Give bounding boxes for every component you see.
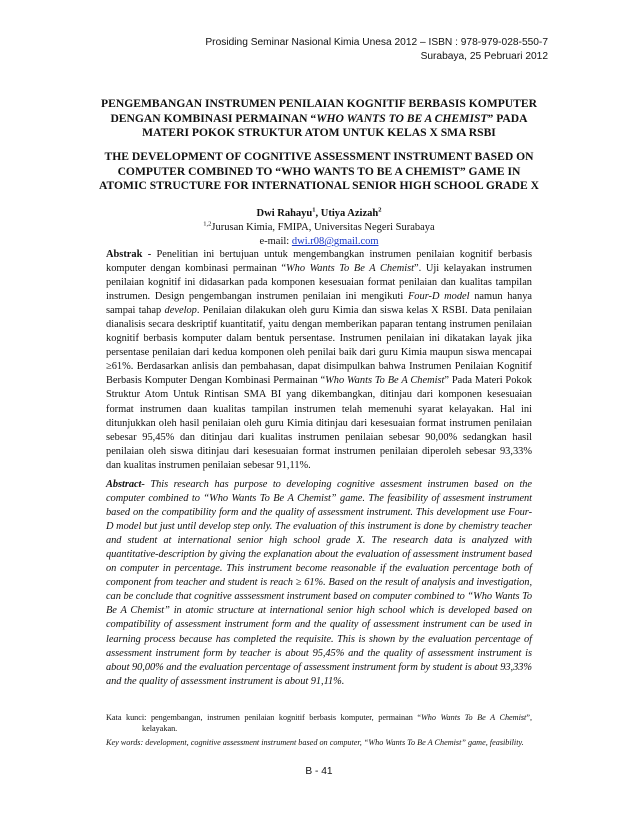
keywords-id-paragraph (106, 712, 532, 735)
email-line (80, 235, 558, 249)
title-id-line2: DENGAN KOMBINASI PERMAINAN “WHO WANTS TO BE A CHEMIST” PADA (110, 111, 528, 125)
abstract-english (106, 478, 532, 689)
page-number: B - 41 (305, 766, 333, 777)
abstract-id-text-2: ”. Uji kelayakan instrumen penilaian kognitif ini didasarkan pada komponen kesesuaian format penilaian dan kualitas tampilan instrumen. Design pengembangan instrumen penilaian ini mengikuti (106, 263, 532, 303)
keywords-english (106, 737, 532, 748)
title-id-line1: PENGEMBANGAN INSTRUMEN PENILAIAN KOGNITIF BERBASIS KOMPUTER (101, 97, 537, 110)
title-en-line3: ATOMIC STRUCTURE FOR INTERNATIONAL SENIOR HIGH SCHOOL GRADE X (99, 179, 539, 193)
abstract-id-model: Four-D model (407, 291, 470, 303)
keywords-en-paragraph (106, 737, 532, 748)
abstract-id-text-1: Penelitian ini bertujuan untuk mengembangkan instrumen penilaian kognitif berbasis komputer dengan kombinasi permainan “ (106, 249, 532, 275)
abstract-id-text-5: ” Pada Materi Pokok Struktur Atom Untuk Rintisan SMA BI yang dikembangkan, ditinjau dari komponen kesesuaian format instrumen daan kualitas tampilan instrumen telah memenuhi syarat kelayakan. Hal ini ditunjukkan oleh hasil penilaian oleh guru Kimia ditinjau dari kesesuaian format instrumen penilaian sebesar 95,45% dan ditinjau dari kualitas instrumen penilaian sebesar 90,00% sedangkan hasil penilaian oleh siswa ditinjau dari kesesuaian format instrumen penilaian diperoleh sebesar 93,33% dan kualitas instrumen penilaian sebesar 91,11%. (106, 375, 532, 471)
abstract-id-game-title: Who Wants To Be A Chemist (285, 263, 415, 275)
affiliation-sup: 1,2 (203, 220, 212, 228)
abstract-en-heading: Abstract- (106, 479, 151, 490)
author-1-sup: 1 (312, 206, 316, 214)
keywords-id-text-2: ”, kelayakan. (142, 713, 533, 734)
abstract-id-text-4: . Penilaian dilakukan oleh guru Kimia dan siswa kelas X RSBI. Data penilaian dianalisis secara deskriptif kuantitatif, yaitu dengan memberikan paparan tentang instrumen penilaian kognitif berbasis komputer dalam bentuk persentase. Instrumen penilaian ini dikatakan layak jika persentase penilaian dari kedua komponen oleh penilai baik dari guru Kimia maupun siswa mencapai ≥61%. Berdasarkan anlisis dan pembahasan, dapat disimpulkan bahwa Instrumen Penilaian Kognitif Berbasis Komputer Dengan Kombinasi Permainan “ (106, 305, 532, 387)
title-english (84, 150, 554, 194)
keywords-id-game-title: Who Wants To Be A Chemist (420, 713, 527, 722)
abstract-id-text-3: namun hanya sampai tahap (106, 291, 532, 317)
author-2-sup: 2 (378, 206, 382, 214)
title-en-line1: THE DEVELOPMENT OF COGNITIVE ASSESSMENT INSTRUMENT BASED ON (104, 150, 534, 163)
email-link[interactable]: dwi.r08@gmail.com (291, 236, 379, 247)
affiliation-text: Jurusan Kimia, FMIPA, Universitas Negeri Surabaya (211, 222, 435, 233)
running-header-date: Surabaya, 25 Pebruari 2012 (420, 51, 548, 62)
abstract-id-develop: develop (164, 305, 197, 317)
keywords-en-label: Key words: (106, 738, 146, 747)
abstract-id-heading: Abstrak - (106, 249, 157, 260)
title-indonesian (80, 97, 558, 141)
keywords-id-label: Kata kunci: (106, 713, 151, 722)
abstract-indonesian (106, 248, 532, 473)
abstract-en-text: This research has purpose to developing cognitive assesment instrumen based on the computer combined to “Who Wants To Be A Chemist” game. The feasibility of assesment instrument based on the compatibility form and the quality of assessment instrument. This development use Four-D model but just until develop step only. The evaluation of this instrument is done by chemistry teacher and student at international senior high school grade X. The research data is analyzed with quantitative-description by giving the explanation about the evaluation of assessment instrument based on computer in percentage. This instrument become reasonable if the evaluation percentage both of component from teacher and student is reach ≥ 61%. Based on the result of analysis and investigation, can be conclude that cognitive asssessment instrument based on computer combined to “Who Wants To Be A Chemist” in atomic structure at international senior high school which is developed based on compatibility of assessment instrument form and the quality of assessment instrument can be used in learning process because has completed the requisite. This is shown by the evaluation percentage of assessment instrument form by teacher is about 95,45% and the quality of assessment instrument is about 90,00% and the evaluation percentage of assessment instrument form by student is about 93,33% and the quality of assessment instrument is about 91,11%. (106, 479, 532, 687)
keywords-en-text: development, cognitive assessment instrument based on computer, “Who Wants To Be A Chemist” game, feasibility. (145, 738, 524, 747)
running-header (128, 36, 548, 64)
affiliation (80, 221, 558, 235)
title-id-line3: MATERI POKOK STRUKTUR ATOM UNTUK KELAS X SMA RSBI (142, 126, 496, 140)
keywords-indonesian (106, 712, 532, 735)
abstract-id-game-title-2: Who Wants To Be A Chemist (325, 375, 445, 387)
author-1: Dwi Rahayu (256, 208, 313, 219)
abstract-en-paragraph (106, 478, 532, 689)
running-header-proceedings: Prosiding Seminar Nasional Kimia Unesa 2012 – ISBN : 978-979-028-550-7 (205, 37, 548, 48)
author-names (80, 207, 558, 221)
email-label: e-mail: (259, 236, 292, 247)
title-en-line2: COMPUTER COMBINED TO “WHO WANTS TO BE A CHEMIST” GAME IN (117, 164, 521, 178)
author-block (80, 207, 558, 249)
author-separator: , (315, 208, 321, 219)
keywords-id-text-1: pengembangan, instrumen penilaian kognitif berbasis komputer, permainan “ (150, 713, 421, 722)
abstract-id-paragraph (106, 248, 532, 473)
author-2: Utiya Azizah (320, 208, 379, 219)
